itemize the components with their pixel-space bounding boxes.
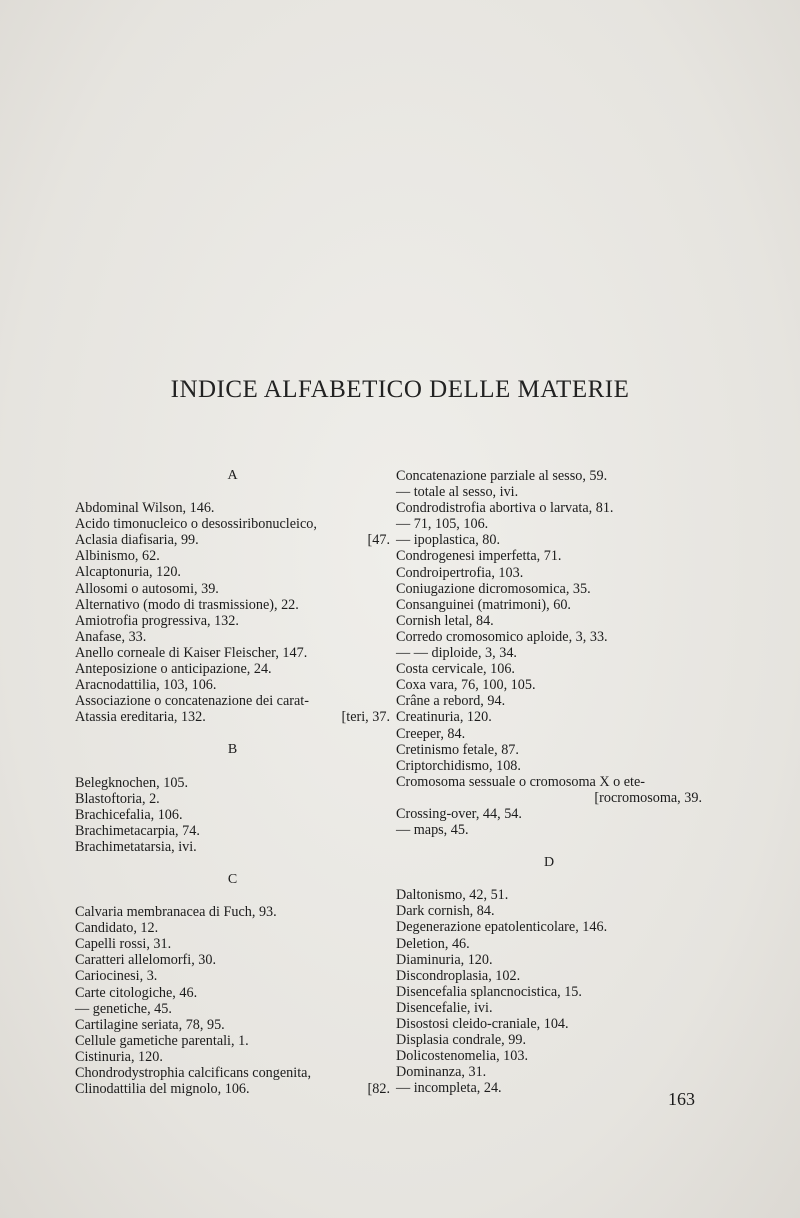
section-letter-b: B (227, 742, 238, 758)
index-entry-text: Anteposizione o anticipazione, 24. (75, 661, 272, 678)
index-entry (396, 548, 702, 564)
index-entry-text: Condroipertrofia, 103. (396, 564, 524, 581)
index-entry-text: Blastoftoria, 2. (75, 790, 160, 807)
index-entry-text: Crâne a rebord, 94. (396, 693, 506, 710)
index-entry (396, 1080, 702, 1096)
index-entry (396, 565, 702, 581)
index-entry (396, 726, 702, 742)
index-entry (396, 516, 702, 532)
index-entry-text: Cariocinesi, 3. (75, 968, 158, 985)
index-entry (396, 484, 702, 500)
index-entry-text: Alcaptonuria, 120. (75, 564, 181, 581)
index-entry-text: Calvaria membranacea di Fuch, 93. (75, 904, 277, 921)
index-entry-text: Albinismo, 62. (75, 548, 160, 565)
index-entry (75, 677, 390, 693)
index-entry (396, 742, 702, 758)
index-entry (396, 1000, 702, 1016)
index-entry-text: — — diploide, 3, 34. (396, 645, 517, 662)
index-entry (396, 597, 702, 613)
index-entry (396, 1048, 702, 1064)
index-entry-text: Clinodattilia del mignolo, 106. (75, 1081, 250, 1098)
index-entry-text: Cellule gametiche parentali, 1. (75, 1032, 249, 1049)
index-entry (75, 613, 390, 629)
index-entry (75, 581, 390, 597)
index-entry (75, 661, 390, 677)
index-entry (75, 1081, 390, 1097)
index-entry (396, 936, 702, 952)
index-entry-continuation: [rocromosoma, 39. (594, 789, 702, 806)
index-entry (396, 822, 702, 838)
index-entry (75, 807, 390, 823)
index-entry (396, 984, 702, 1000)
index-entry-continuation: [82. (367, 1081, 390, 1098)
index-entry (396, 500, 702, 516)
index-entry-text: Costa cervicale, 106. (396, 661, 515, 678)
index-entry-text: Degenerazione epatolenticolare, 146. (396, 919, 608, 936)
index-entry (396, 693, 702, 709)
index-entry-text: Alternativo (modo di trasmissione), 22. (75, 596, 299, 613)
index-entry-text: Acido timonucleico o desossiribonucleico, (75, 516, 317, 533)
index-section-c (75, 904, 390, 1097)
index-entry-text: Brachimetatarsia, ivi. (75, 838, 197, 855)
index-entry-text: Daltonismo, 42, 51. (396, 887, 509, 904)
index-entry (396, 468, 702, 484)
index-entry-text: Condrogenesi imperfetta, 71. (396, 548, 562, 565)
index-entry (75, 1001, 390, 1017)
index-entry-text: Allosomi o autosomi, 39. (75, 580, 219, 597)
index-entry (75, 532, 390, 548)
index-entry (396, 661, 702, 677)
index-entry-text: Anafase, 33. (75, 628, 147, 645)
index-entry (75, 952, 390, 968)
index-entry (396, 581, 702, 597)
index-entry-text: Anello corneale di Kaiser Fleischer, 147. (75, 644, 308, 661)
index-entry (75, 791, 390, 807)
index-entry-text: Coniugazione dicromosomica, 35. (396, 580, 591, 597)
index-entry (75, 936, 390, 952)
index-entry-text: Candidato, 12. (75, 920, 159, 937)
index-entry-text: — totale al sesso, ivi. (396, 484, 519, 501)
index-entry (75, 1065, 390, 1081)
index-section-b (75, 775, 390, 855)
index-entry-text: Concatenazione parziale al sesso, 59. (396, 468, 608, 484)
index-section-d (396, 887, 702, 1096)
index-entry-text: Displasia condrale, 99. (396, 1032, 527, 1049)
index-entry (396, 806, 702, 822)
index-section-c-continued (396, 468, 702, 838)
index-entry-text: Deletion, 46. (396, 935, 470, 952)
index-entry-text: Capelli rossi, 31. (75, 936, 172, 953)
index-entry (396, 774, 702, 790)
index-entry (75, 693, 390, 709)
index-entry-text: Brachimetacarpia, 74. (75, 822, 200, 839)
index-entry-text: Creatinuria, 120. (396, 709, 492, 726)
index-entry (396, 758, 702, 774)
index-entry (75, 985, 390, 1001)
index-entry-text: Corredo cromosomico aploide, 3, 33. (396, 628, 608, 645)
index-entry (396, 952, 702, 968)
page-number: 163 (668, 1089, 695, 1109)
section-letter-d: D (543, 855, 555, 871)
index-entry-text: Dolicostenomelia, 103. (396, 1048, 528, 1065)
section-letter-a: A (227, 468, 238, 483)
index-entry (75, 1017, 390, 1033)
index-entry-text: Abdominal Wilson, 146. (75, 500, 215, 517)
index-entry-text: Diaminuria, 120. (396, 951, 493, 968)
index-entry (75, 597, 390, 613)
index-entry-continuation: [47. (367, 532, 390, 549)
index-column-right (396, 468, 702, 1096)
index-entry (75, 904, 390, 920)
index-entry-text: Condrodistrofia abortiva o larvata, 81. (396, 500, 614, 517)
index-entry-text: — genetiche, 45. (75, 1000, 172, 1017)
index-column-left (75, 468, 390, 1097)
index-entry (75, 629, 390, 645)
index-entry-text: — incompleta, 24. (396, 1080, 502, 1097)
index-entry (75, 500, 390, 516)
index-entry-text: Associazione o concatenazione dei carat- (75, 693, 309, 710)
index-entry (396, 887, 702, 903)
index-entry (75, 775, 390, 791)
index-entry-continuation: [teri, 37. (341, 709, 390, 726)
index-entry (396, 1032, 702, 1048)
index-entry (396, 532, 702, 548)
index-entry-text: Consanguinei (matrimoni), 60. (396, 596, 571, 613)
index-entry (75, 1033, 390, 1049)
index-entry-text: Disencefalie, ivi. (396, 999, 493, 1016)
index-entry (396, 790, 702, 806)
index-entry (75, 548, 390, 564)
index-entry-text: Creeper, 84. (396, 725, 466, 742)
index-entry (396, 1064, 702, 1080)
index-entry-text: Dark cornish, 84. (396, 903, 495, 920)
index-entry (75, 920, 390, 936)
index-entry (75, 968, 390, 984)
index-entry-text: Discondroplasia, 102. (396, 967, 521, 984)
index-entry-text: Aracnodattilia, 103, 106. (75, 677, 217, 694)
index-entry-text: — ipoplastica, 80. (396, 532, 501, 549)
index-entry-text: Dominanza, 31. (396, 1064, 487, 1081)
index-entry-text: Disencefalia splancnocistica, 15. (396, 983, 582, 1000)
index-entry-text: Criptorchidismo, 108. (396, 757, 521, 774)
index-entry (75, 516, 390, 532)
index-entry-text: — 71, 105, 106. (396, 516, 489, 533)
index-entry-text: Carte citologiche, 46. (75, 984, 198, 1001)
index-entry (75, 564, 390, 580)
page-title: INDICE ALFABETICO DELLE MATERIE (170, 376, 630, 403)
index-entry (75, 839, 390, 855)
index-entry-text: Cistinuria, 120. (75, 1048, 163, 1065)
index-entry (75, 823, 390, 839)
index-entry-text: Belegknochen, 105. (75, 774, 189, 791)
index-entry (75, 709, 390, 725)
index-entry-text: Atassia ereditaria, 132. (75, 709, 206, 726)
index-entry-text: Amiotrofia progressiva, 132. (75, 612, 239, 629)
index-entry-text: Cornish letal, 84. (396, 612, 494, 629)
index-entry-text: Cromosoma sessuale o cromosoma X o ete- (396, 773, 646, 790)
index-entry-text: Coxa vara, 76, 100, 105. (396, 677, 536, 694)
index-entry-text: Cretinismo fetale, 87. (396, 741, 519, 758)
index-entry-text: Chondrodystrophia calcificans congenita, (75, 1065, 311, 1081)
index-entry-text: Aclasia diafisaria, 99. (75, 532, 199, 549)
index-entry-text: Cartilagine seriata, 78, 95. (75, 1016, 225, 1033)
index-entry (396, 629, 702, 645)
index-entry (75, 645, 390, 661)
index-section-a (75, 500, 390, 725)
index-entry (75, 1049, 390, 1065)
index-entry (396, 919, 702, 935)
index-entry-text: Caratteri allelomorfi, 30. (75, 952, 217, 969)
index-entry-text: Brachicefalia, 106. (75, 806, 183, 823)
index-entry-text: Crossing-over, 44, 54. (396, 805, 522, 822)
index-entry (396, 903, 702, 919)
index-entry (396, 709, 702, 725)
index-entry-text: — maps, 45. (396, 822, 469, 839)
index-entry (396, 1016, 702, 1032)
index-entry (396, 645, 702, 661)
index-entry (396, 677, 702, 693)
index-entry (396, 613, 702, 629)
index-entry-text: Disostosi cleido-craniale, 104. (396, 1016, 569, 1032)
index-entry (396, 968, 702, 984)
section-letter-c: C (227, 871, 238, 887)
